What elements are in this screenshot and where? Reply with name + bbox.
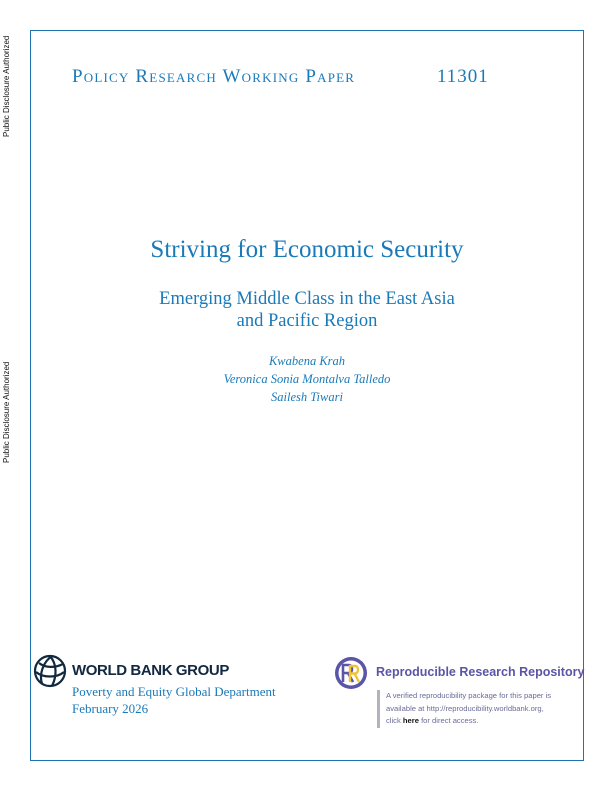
series-title: Policy Research Working Paper (72, 66, 356, 87)
repository-note-line-2: available at http://reproducibility.worldbank.org, (386, 703, 544, 713)
repository-title: Reproducible Research Repository (376, 665, 585, 679)
department-name: Poverty and Equity Global Department (72, 684, 276, 699)
disclosure-label-middle: Public Disclosure Authorized (2, 361, 11, 463)
publication-date: February 2026 (72, 701, 149, 716)
repository-note-line-1: A verified reproducibility package for this paper is (386, 691, 552, 700)
repository-note-line-3 (386, 715, 586, 728)
here-link[interactable]: here (402, 716, 419, 725)
author-name: Kwabena Krah (268, 354, 346, 368)
note-end-text: for direct access. (421, 716, 479, 725)
disclosure-label-top: Public Disclosure Authorized (2, 35, 11, 137)
repository-note (386, 690, 586, 728)
paper-subtitle (30, 288, 584, 332)
note-click-text: click (386, 716, 401, 725)
paper-title: Striving for Economic Security (150, 236, 464, 263)
globe-icon (33, 654, 67, 688)
organization-name: WORLD BANK GROUP (72, 662, 229, 679)
paper-number: 11301 (437, 66, 489, 87)
author-name: Sailesh Tiwari (271, 390, 343, 404)
subtitle-line-2: and Pacific Region (236, 311, 378, 331)
author-name: Veronica Sonia Montalva Talledo (223, 372, 391, 386)
author-list (30, 352, 584, 406)
repository-note-bar (377, 690, 380, 728)
department-block (72, 683, 276, 717)
rr-logo-icon (334, 656, 368, 690)
subtitle-line-1: Emerging Middle Class in the East Asia (159, 289, 455, 309)
